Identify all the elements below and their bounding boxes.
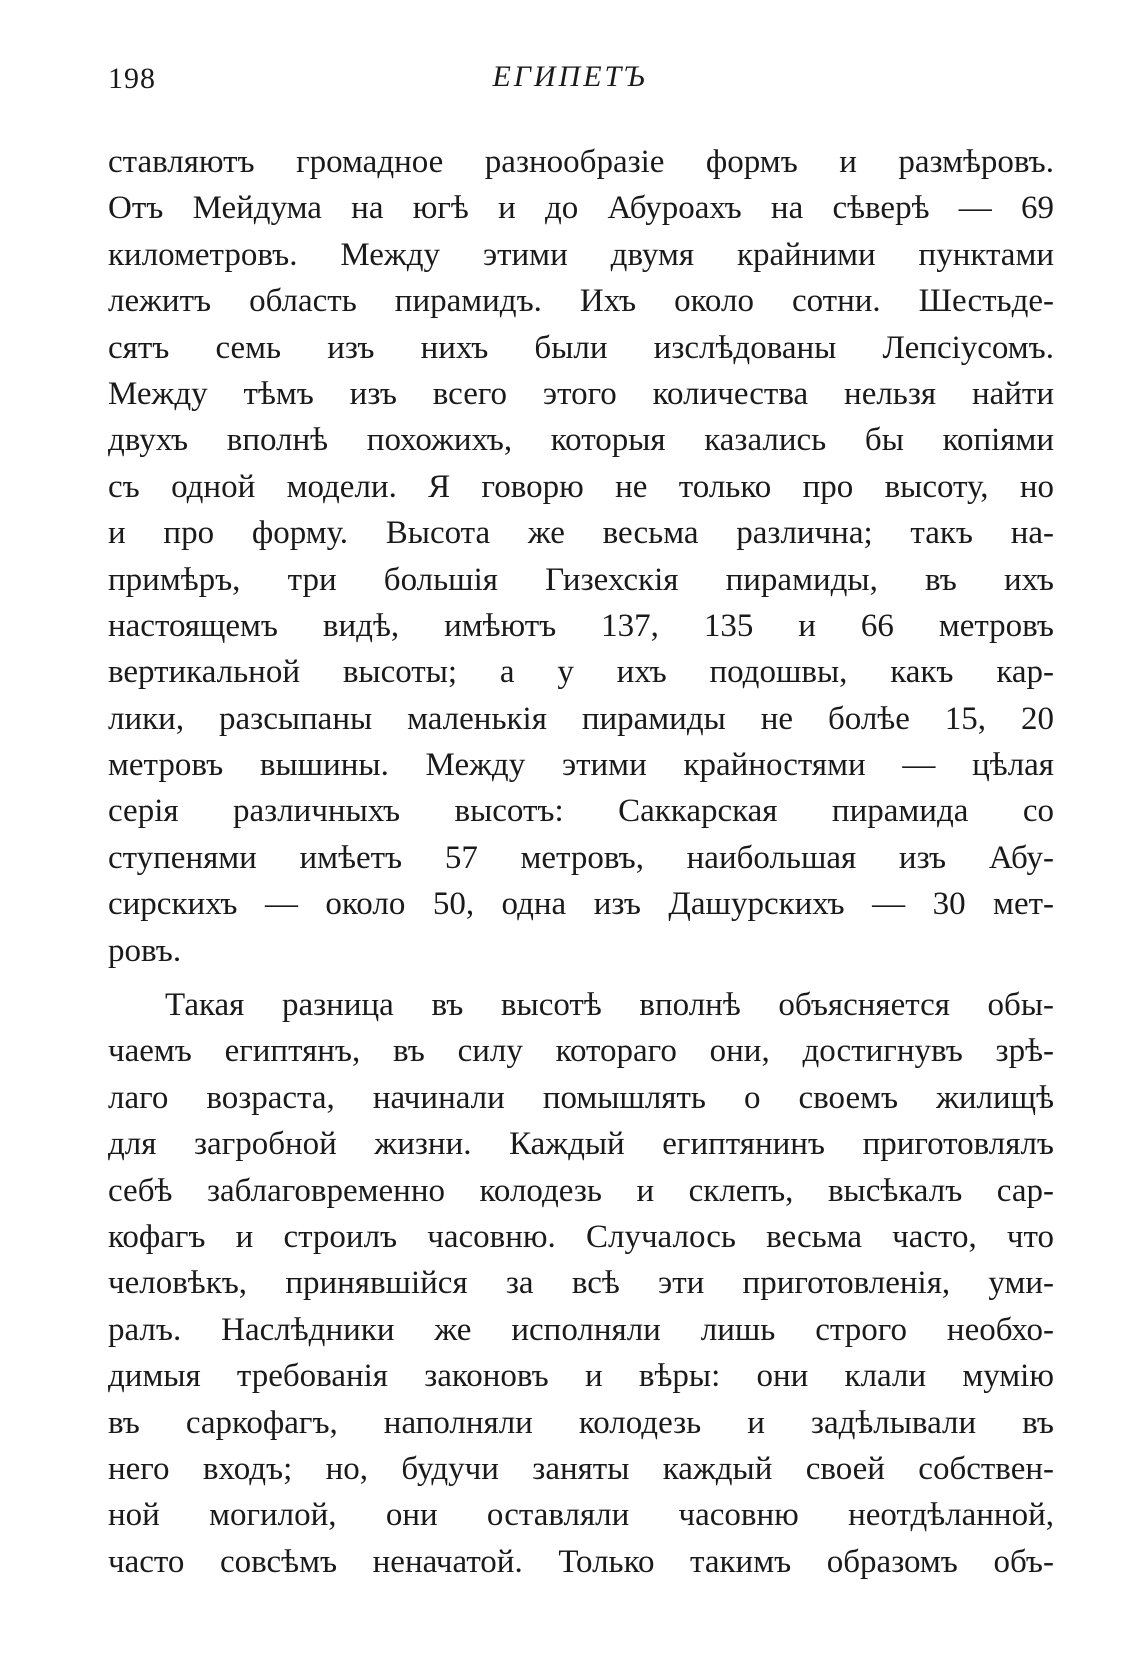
- text-line: димыя требованія законовъ и вѣры: они клали мумію: [108, 1358, 1054, 1395]
- text-line: чаемъ египтянъ, въ силу котораго они, достигнувъ зрѣ-: [108, 1033, 1054, 1070]
- text-line: человѣкъ, принявшійся за всѣ эти приготовленія, уми-: [108, 1265, 1054, 1302]
- text-line: вертикальной высоты; а у ихъ подошвы, какъ кар-: [108, 654, 1054, 691]
- text-line: ралъ. Наслѣдники же исполняли лишь строго необхо-: [108, 1311, 1054, 1348]
- text-line: сирскихъ — около 50, одна изъ Дашурскихъ — 30 мет-: [108, 886, 1054, 923]
- text-line: ставляютъ громадное разнообразіе формъ и размѣровъ.: [108, 144, 1054, 180]
- text-line: лежитъ область пирамидъ. Ихъ около сотни. Шестьде-: [108, 283, 1054, 320]
- paragraph-2: [108, 982, 1054, 1585]
- running-title: ЕГИПЕТЪ: [492, 60, 648, 93]
- text-line: себѣ заблаговременно колодезь и склепъ, высѣкалъ сар-: [108, 1172, 1054, 1209]
- body-text: [108, 139, 1054, 1585]
- text-line: въ саркофагъ, наполняли колодезь и задѣлывали въ: [108, 1404, 1054, 1441]
- text-line: съ одной модели. Я говорю не только про высоту, но: [108, 468, 1054, 505]
- text-line: примѣръ, три большія Гизехскія пирамиды, въ ихъ: [108, 561, 1054, 598]
- paragraph-1: [108, 139, 1054, 974]
- text-line: кофагъ и строилъ часовню. Случалось весьма часто, что: [108, 1218, 1054, 1255]
- text-line: метровъ вышины. Между этими крайностями — цѣлая: [108, 747, 1054, 784]
- text-line: сятъ семь изъ нихъ были изслѣдованы Лепсіусомъ.: [108, 329, 1054, 366]
- text-line: него входъ; но, будучи заняты каждый своей собствен-: [108, 1450, 1054, 1487]
- text-line: ровъ.: [108, 932, 182, 969]
- text-line: двухъ вполнѣ похожихъ, которыя казались бы копіями: [108, 422, 1054, 459]
- text-line: серія различныхъ высотъ: Саккарская пирамида со: [108, 793, 1054, 830]
- text-line: часто совсѣмъ неначатой. Только такимъ образомъ объ-: [108, 1543, 1054, 1580]
- text-line: ной могилой, они оставляли часовню неотдѣланной,: [108, 1497, 1054, 1534]
- text-line: настоящемъ видѣ, имѣютъ 137, 135 и 66 метровъ: [108, 607, 1054, 644]
- text-line: Отъ Мейдума на югѣ и до Абуроахъ на сѣверѣ — 69: [108, 190, 1054, 227]
- text-line: лики, разсыпаны маленькія пирамиды не болѣе 15, 20: [108, 700, 1054, 737]
- text-line: километровъ. Между этими двумя крайними пунктами: [108, 236, 1054, 273]
- text-line: для загробной жизни. Каждый египтянинъ приготовлялъ: [108, 1126, 1054, 1163]
- text-line: Между тѣмъ изъ всего этого количества нельзя найти: [108, 375, 1054, 412]
- page-number: 198: [108, 62, 156, 95]
- text-line: Такая разница въ высотѣ вполнѣ объясняется обы-: [165, 987, 1054, 1024]
- text-line: лаго возраста, начинали помышлять о своемъ жилищѣ: [108, 1079, 1054, 1116]
- text-line: и про форму. Высота же весьма различна; такъ на-: [108, 515, 1054, 552]
- text-line: ступенями имѣетъ 57 метровъ, наибольшая изъ Абу-: [108, 839, 1054, 876]
